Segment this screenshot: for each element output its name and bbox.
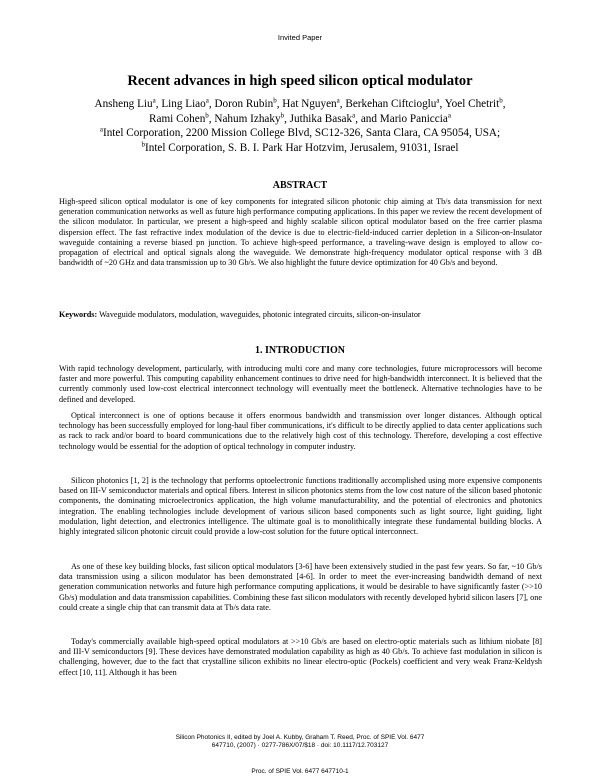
author-name: Ling Liao bbox=[161, 98, 206, 110]
author-separator: , bbox=[439, 98, 445, 110]
author-separator: , bbox=[208, 98, 215, 110]
author-affil-mark: a bbox=[352, 110, 356, 119]
affiliation-mark: a bbox=[99, 125, 103, 134]
affiliation-text: Intel Corporation, S. B. I. Park Har Hotzvim, Jerusalem, 91031, Israel bbox=[145, 141, 459, 154]
footer-line-2: 647710, (2007) · 0277-786X/07/$18 · doi: 10.1117/12.703127 bbox=[211, 741, 389, 749]
author-block bbox=[40, 97, 560, 155]
author-affil-mark: a bbox=[152, 96, 156, 105]
keywords-label: Keywords: bbox=[59, 310, 98, 319]
author-name: Hat Nguyen bbox=[282, 98, 337, 110]
affiliation-b bbox=[141, 139, 459, 154]
intro-paragraph-4: As one of these key building blocks, fast silicon optical modulators [3-6] have been extensively studied in the past few years. So far, ~10 Gb/s data transmission using a silicon modulator has been demonstrated [4-6]. In order to meet the ever-increasing bandwidth demand of next generation communication networks and future high performance computing applications, it would be desirable to have significantly faster (>>10 Gb/s) modulation and data transmission capabilities. Combining these fast silicon modulators with recently developed hybrid silicon lasers [7], one could create a single chip that can transmit data at Tb/s data rate. bbox=[59, 562, 542, 612]
author-affil-mark: b bbox=[499, 96, 503, 105]
author-separator: , bbox=[339, 98, 346, 110]
author-affil-mark: b bbox=[205, 110, 209, 119]
author-name: Doron Rubin bbox=[214, 98, 274, 110]
intro-paragraph-2: Optical interconnect is one of options because it offers enormous bandwidth and transmission over longer distances. Although optical technology has been successfully employed for long-haul fiber communications, it's difficult to be directly applied to data center applications such as rack to rack and/or board to board communications due to the relatively high cost of this technology. Therefore, developing a cost effective technology would be essential for the adoption of optical technology in computer industry. bbox=[59, 411, 542, 451]
page-number: Proc. of SPIE Vol. 6477 647710-1 bbox=[251, 768, 349, 775]
section-heading-introduction: 1. INTRODUCTION bbox=[254, 345, 345, 356]
author-affil-mark: b bbox=[280, 110, 285, 119]
intro-paragraph-5: Today's commercially available high-speed optical modulators at >>10 Gb/s are based on electro-optic materials such as lithium niobate [8] and III-V semiconductors [9]. These devices have demonstrated modulation capability as high as 40 Gb/s. To achieve fast modulation in silicon is challenging, however, due to the fact that crystalline silicon exhibits no linear electro-optic (Pockels) coefficient and very weak Franz-Keldysh effect [10, 11]. Although it has been bbox=[59, 637, 542, 677]
author-affil-mark: b bbox=[273, 96, 277, 105]
abstract-heading: ABSTRACT bbox=[272, 180, 328, 191]
abstract-body: High-speed silicon optical modulator is one of key components for integrated silicon photonic chip aiming at Tb/s data transmission for next generation communication networks as well as future high performance computing applications. In this paper we review the recent development of the silicon modulator. In particular, we present a high-speed and highly scalable silicon optical modulator based on the free carrier plasma dispersion effect. The fast refractive index modulation of the device is due to electric-field-induced carrier depletion in a Silicon-on-Insulator waveguide containing a reverse biased pn junction. To achieve high-speed performance, a traveling-wave design is employed to allow co-propagation of electrical and optical signals along the waveguide. We demonstrate high-frequency modulator optical response with 3 dB bandwidth of ~20 GHz and data transmission up to 30 Gb/s. We also highlight the future device optimization for 40 Gb/s and beyond. bbox=[59, 197, 542, 268]
affiliation-a bbox=[100, 127, 500, 139]
keywords-text: Waveguide modulators, modulation, waveguides, photonic integrated circuits, silicon-on-insulator bbox=[99, 310, 421, 319]
author-name: Nahum Izhaky bbox=[214, 112, 281, 125]
paper-title: Recent advances in high speed silicon optical modulator bbox=[127, 73, 473, 89]
author-separator: , bbox=[208, 112, 215, 125]
author-name: Yoel Chetrit bbox=[444, 98, 500, 110]
publication-footer bbox=[0, 734, 600, 749]
author-name: Berkehan Ciftcioglu bbox=[345, 98, 437, 110]
keywords-line bbox=[59, 310, 542, 320]
affiliation-text: Intel Corporation, 2200 Mission College Blvd, SC12-326, Santa Clara, CA 95054, USA; bbox=[102, 127, 501, 139]
author-name: Rami Cohen bbox=[149, 112, 206, 125]
author-affil-mark: a bbox=[336, 96, 340, 105]
author-list bbox=[95, 98, 506, 125]
author-name: Mario Paniccia bbox=[379, 112, 448, 125]
invited-paper-note: Invited Paper bbox=[277, 33, 323, 42]
affiliation-mark: b bbox=[141, 139, 145, 148]
author-name: Ansheng Liu bbox=[94, 98, 153, 110]
intro-paragraph-1: With rapid technology development, particularly, with introducing multi core and many core technologies, future microprocessors will become faster and more powerful. This computing capability enhancement continues to drive need for high-bandwidth interconnect. It is believed that the currently commonly used low-cost electrical interconnect technology will eventually meet the bottleneck. Alternative technologies have to be defined and developed. bbox=[59, 364, 542, 404]
author-affil-mark: a bbox=[436, 96, 440, 105]
author-separator: , bbox=[502, 98, 506, 110]
author-separator: , bbox=[155, 98, 162, 110]
author-separator: , and bbox=[355, 112, 380, 125]
author-separator: , bbox=[284, 112, 290, 125]
author-affil-mark: a bbox=[205, 96, 209, 105]
intro-paragraph-3: Silicon photonics [1, 2] is the technology that performs optoelectronic functions traditionally accomplished using more expensive components based on III-V semiconductor materials and optical fibers. Interest in silicon photonics stems from the low cost nature of the silicon based photonic components, the dominating microelectronics application, the high volume manufacturability, and the potential of electronics and photonics integration. The enabling technologies include development of various silicon based components such as light source, light guiding, light modulation, light detection, and electronics intelligence. The ultimate goal is to monolithically integrate these fundamental building blocks. A highly integrated silicon photonic circuit could provide a low-cost solution for the future optical interconnect. bbox=[59, 476, 542, 537]
author-affil-mark: a bbox=[447, 110, 451, 119]
author-separator: , bbox=[276, 98, 283, 110]
footer-line-1: Silicon Photonics II, edited by Joel A. Kubby, Graham T. Reed, Proc. of SPIE Vol. 6477 bbox=[175, 734, 425, 741]
author-name: Juthika Basak bbox=[289, 112, 353, 125]
